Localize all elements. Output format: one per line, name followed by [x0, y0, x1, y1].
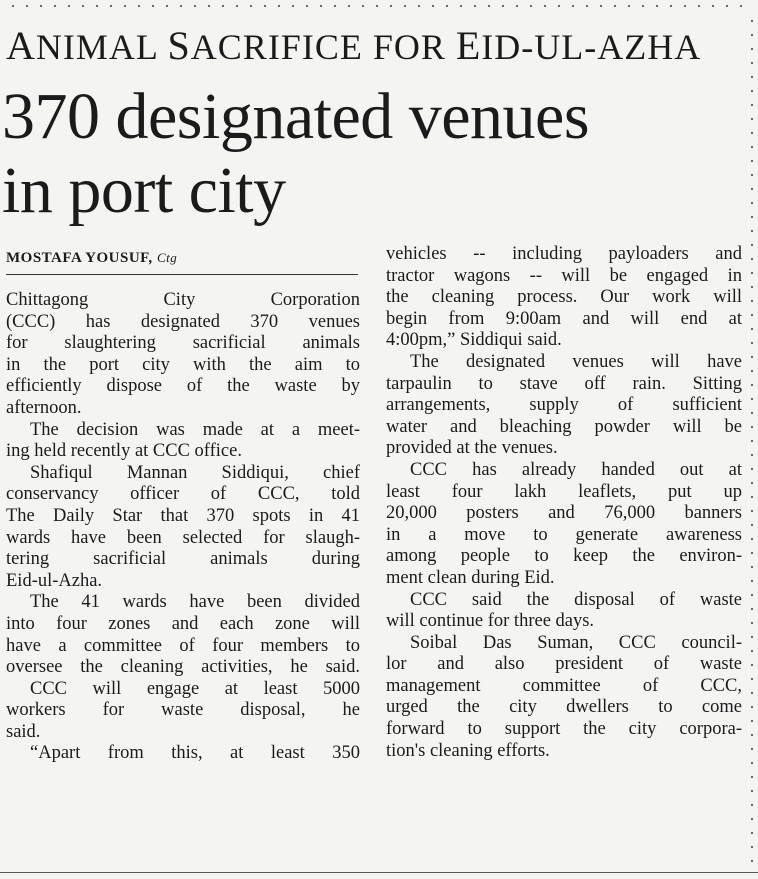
byline [6, 250, 177, 267]
text-line: CCC said the disposal of waste [410, 589, 742, 610]
text-line: Eid-ul-Azha. [6, 570, 103, 591]
byline-rule [6, 274, 358, 275]
text-line: The designated venues will have [410, 351, 742, 372]
text-line: water and bleaching powder will be [386, 416, 742, 437]
text-line: tarpaulin to stave off rain. Sitting [386, 373, 742, 394]
text-line: oversee the cleaning activities, he said. [6, 657, 360, 678]
text-line: wards have been selected for slaugh- [6, 527, 360, 548]
text-line: least four lakh leaflets, put up [386, 481, 742, 502]
byline-author: MOSTAFA YOUSUF, [6, 250, 153, 266]
text-line: 4:00pm,” Siddiqui said. [386, 330, 562, 351]
text-line: vehicles -- including payloaders and [386, 244, 742, 264]
text-line: tion's cleaning efforts. [386, 740, 550, 761]
text-line: urged the city dwellers to come [386, 697, 742, 718]
text-line: tractor wagons -- will be engaged in [386, 265, 742, 286]
text-line: The Daily Star that 370 spots in 41 [6, 505, 360, 526]
text-line: The 41 wards have been divided [30, 592, 360, 613]
text-line: CCC has already handed out at [410, 459, 742, 480]
headline [2, 80, 742, 228]
text-line: Chittagong City Corporation [6, 290, 360, 310]
text-line: (CCC) has designated 370 venues [6, 311, 360, 332]
text-line: the cleaning process. Our work will [386, 287, 742, 308]
text-line: begin from 9:00am and will end at [386, 308, 742, 329]
text-line: have a committee of four members to [6, 635, 360, 656]
text-line: ment clean during Eid. [386, 567, 555, 588]
right-dotted-border [750, 14, 754, 867]
article-column-right [386, 244, 742, 762]
text-line: afternoon. [6, 397, 82, 418]
text-line: efficiently dispose of the waste by [6, 376, 360, 397]
text-line: management committee of CCC, [386, 675, 742, 696]
text-line: provided at the venues. [386, 438, 558, 459]
text-line: workers for waste disposal, he [6, 700, 360, 721]
text-line: for slaughtering sacrificial animals [6, 333, 360, 354]
text-line: Soibal Das Suman, CCC council- [410, 632, 742, 653]
headline-line-2: in port city [2, 154, 286, 227]
byline-place: Ctg [156, 250, 178, 265]
text-line: into four zones and each zone will [6, 613, 360, 634]
headline-line-1: 370 designated venues [2, 80, 590, 153]
text-line: The decision was made at a meet- [30, 419, 360, 440]
text-line: ing held recently at CCC office. [6, 441, 242, 462]
text-line: in a move to generate awareness [386, 524, 742, 545]
text-line: arrangements, supply of sufficient [386, 395, 742, 416]
top-dotted-border [6, 4, 752, 8]
article-column-left [6, 290, 360, 765]
text-line: will continue for three days. [386, 611, 595, 632]
text-line: among people to keep the environ- [386, 546, 742, 567]
text-line: in the port city with the aim to [6, 354, 360, 375]
text-line: 20,000 posters and 76,000 banners [386, 503, 742, 524]
text-line: tering sacrificial animals during [6, 549, 360, 570]
text-line: conservancy officer of CCC, told [6, 484, 360, 505]
text-line: lor and also president of waste [386, 654, 742, 675]
text-line: “Apart from this, at least 350 [30, 743, 360, 764]
text-line: CCC will engage at least 5000 [30, 678, 360, 699]
text-line: forward to support the city corpora- [386, 719, 742, 740]
bottom-rule [0, 872, 758, 873]
text-line: Shafiqul Mannan Siddiqui, chief [30, 462, 360, 483]
text-line: said. [6, 721, 41, 742]
kicker-heading: ANIMAL SACRIFICE FOR EID-UL-AZHA [6, 23, 702, 68]
